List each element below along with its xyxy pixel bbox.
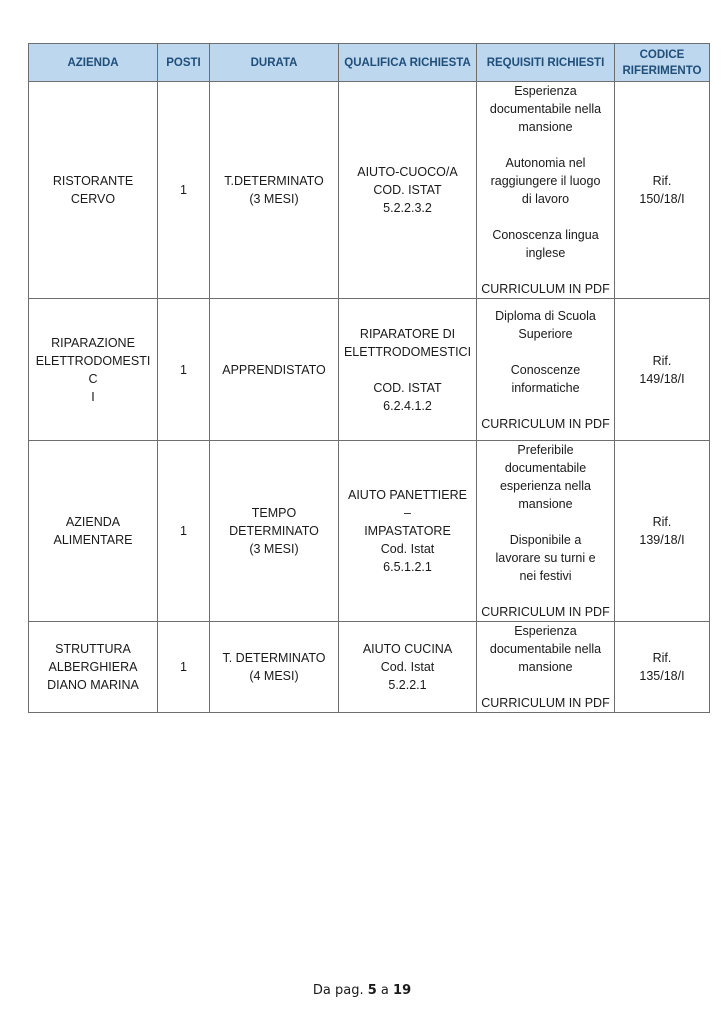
cell-text: inglese bbox=[525, 246, 566, 260]
cell-text: Rif. bbox=[652, 651, 672, 665]
header-durata: DURATA bbox=[210, 44, 339, 82]
cell-posti: 1 bbox=[158, 299, 210, 441]
cell-text: CURRICULUM IN PDF bbox=[481, 605, 610, 619]
cell-text: mansione bbox=[518, 660, 573, 674]
cell-text: documentabile nella bbox=[489, 642, 602, 656]
cell-text: Conoscenza lingua bbox=[492, 228, 599, 242]
cell-text: lavorare su turni e bbox=[495, 551, 596, 565]
table-header-row bbox=[29, 44, 710, 82]
header-qualifica: QUALIFICA RICHIESTA bbox=[339, 44, 477, 82]
cell-azienda bbox=[29, 622, 158, 713]
page-footer bbox=[0, 983, 724, 998]
cell-requisiti bbox=[477, 441, 615, 622]
cell-durata bbox=[210, 82, 339, 299]
cell-codice bbox=[615, 299, 710, 441]
cell-text: 150/18/I bbox=[639, 192, 685, 206]
cell-text: AIUTO-CUOCO/A bbox=[357, 165, 458, 179]
cell-text: Preferibile bbox=[517, 443, 574, 457]
header-posti: POSTI bbox=[158, 44, 210, 82]
cell-text: Rif. bbox=[652, 174, 672, 188]
cell-text: RIPARATORE DI bbox=[359, 326, 456, 341]
cell-text: Conoscenze bbox=[510, 362, 581, 377]
cell-text: Cod. Istat bbox=[380, 660, 435, 674]
cell-text: T. DETERMINATO bbox=[222, 651, 326, 665]
cell-text: mansione bbox=[518, 497, 573, 511]
cell-text: 6.5.1.2.1 bbox=[383, 560, 432, 574]
cell-text: ALBERGHIERA bbox=[48, 660, 138, 674]
cell-qualifica bbox=[339, 299, 477, 441]
header-azienda: AZIENDA bbox=[29, 44, 158, 82]
cell-text: CERVO bbox=[70, 192, 116, 206]
cell-text: mansione bbox=[518, 120, 573, 134]
header-codice-line1: CODICE bbox=[639, 48, 685, 61]
cell-text: AIUTO CUCINA bbox=[362, 642, 453, 656]
cell-text: 135/18/I bbox=[639, 669, 685, 683]
cell-text: 139/18/I bbox=[639, 533, 685, 547]
cell-text: IMPASTATORE bbox=[364, 524, 451, 538]
cell-posti: 1 bbox=[158, 82, 210, 299]
cell-text: (4 MESI) bbox=[249, 669, 299, 683]
cell-text: (3 MESI) bbox=[249, 542, 299, 556]
footer-total-pages: 19 bbox=[393, 983, 412, 998]
cell-text: COD. ISTAT bbox=[373, 183, 442, 197]
cell-text: Disponibile a bbox=[509, 533, 582, 547]
cell-text: DETERMINATO bbox=[229, 524, 319, 538]
header-codice-line2: RIFERIMENTO bbox=[622, 64, 702, 77]
footer-prefix: Da pag. bbox=[312, 983, 364, 998]
cell-text: 5.2.2.1 bbox=[388, 678, 427, 692]
cell-codice bbox=[615, 622, 710, 713]
cell-text: 6.2.4.1.2 bbox=[383, 398, 432, 413]
footer-current-page: 5 bbox=[367, 983, 377, 998]
cell-durata bbox=[210, 622, 339, 713]
cell-text: Autonomia nel bbox=[505, 156, 586, 170]
cell-text: AIUTO PANETTIERE – bbox=[347, 488, 467, 520]
cell-text: di lavoro bbox=[521, 192, 570, 206]
header-codice bbox=[615, 44, 710, 82]
cell-text: APPRENDISTATO bbox=[222, 362, 326, 377]
table-row bbox=[29, 82, 710, 299]
cell-text: Esperienza bbox=[514, 84, 577, 98]
cell-text: COD. ISTAT bbox=[373, 380, 442, 395]
cell-text: documentabile bbox=[504, 461, 587, 475]
cell-text: CURRICULUM IN PDF bbox=[481, 282, 610, 296]
cell-qualifica bbox=[339, 622, 477, 713]
cell-text: informatiche bbox=[511, 380, 580, 395]
cell-requisiti bbox=[477, 299, 615, 441]
cell-posti: 1 bbox=[158, 441, 210, 622]
table-row bbox=[29, 622, 710, 713]
cell-azienda bbox=[29, 441, 158, 622]
cell-text: esperienza nella bbox=[499, 479, 592, 493]
footer-separator: a bbox=[380, 983, 389, 998]
cell-text: Rif. bbox=[652, 515, 672, 529]
cell-durata bbox=[210, 299, 339, 441]
table-row bbox=[29, 299, 710, 441]
cell-text: T.DETERMINATO bbox=[224, 174, 324, 188]
cell-text: (3 MESI) bbox=[249, 192, 299, 206]
cell-text: CURRICULUM IN PDF bbox=[481, 696, 610, 710]
job-offers-table bbox=[28, 43, 710, 713]
cell-text: Rif. bbox=[652, 353, 672, 368]
cell-text: TEMPO bbox=[251, 506, 297, 520]
cell-requisiti bbox=[477, 82, 615, 299]
cell-text: Diploma di Scuola bbox=[495, 308, 596, 323]
cell-text: ALIMENTARE bbox=[53, 533, 133, 547]
cell-azienda bbox=[29, 82, 158, 299]
cell-text: RISTORANTE bbox=[52, 174, 134, 188]
cell-text: I bbox=[91, 389, 95, 404]
cell-requisiti bbox=[477, 622, 615, 713]
cell-text: STRUTTURA bbox=[55, 642, 131, 656]
cell-codice bbox=[615, 82, 710, 299]
cell-qualifica bbox=[339, 82, 477, 299]
cell-text: nei festivi bbox=[519, 569, 572, 583]
cell-text: AZIENDA bbox=[65, 515, 121, 529]
cell-text: documentabile nella bbox=[489, 102, 602, 116]
cell-posti: 1 bbox=[158, 622, 210, 713]
cell-codice bbox=[615, 441, 710, 622]
cell-qualifica bbox=[339, 441, 477, 622]
cell-text: DIANO MARINA bbox=[47, 678, 139, 692]
cell-text: RIPARAZIONE bbox=[51, 335, 135, 350]
cell-text: Superiore bbox=[518, 326, 573, 341]
cell-text: Esperienza bbox=[514, 624, 577, 638]
cell-text: ELETTRODOMESTIC bbox=[35, 353, 151, 386]
cell-text: 5.2.2.3.2 bbox=[383, 201, 432, 215]
cell-text: CURRICULUM IN PDF bbox=[481, 416, 610, 431]
table-row bbox=[29, 441, 710, 622]
cell-text: Cod. Istat bbox=[380, 542, 435, 556]
header-requisiti: REQUISITI RICHIESTI bbox=[477, 44, 615, 82]
cell-text: ELETTRODOMESTICI bbox=[343, 344, 472, 359]
cell-text: 149/18/I bbox=[639, 371, 685, 386]
cell-text: raggiungere il luogo bbox=[490, 174, 601, 188]
cell-durata bbox=[210, 441, 339, 622]
cell-azienda bbox=[29, 299, 158, 441]
